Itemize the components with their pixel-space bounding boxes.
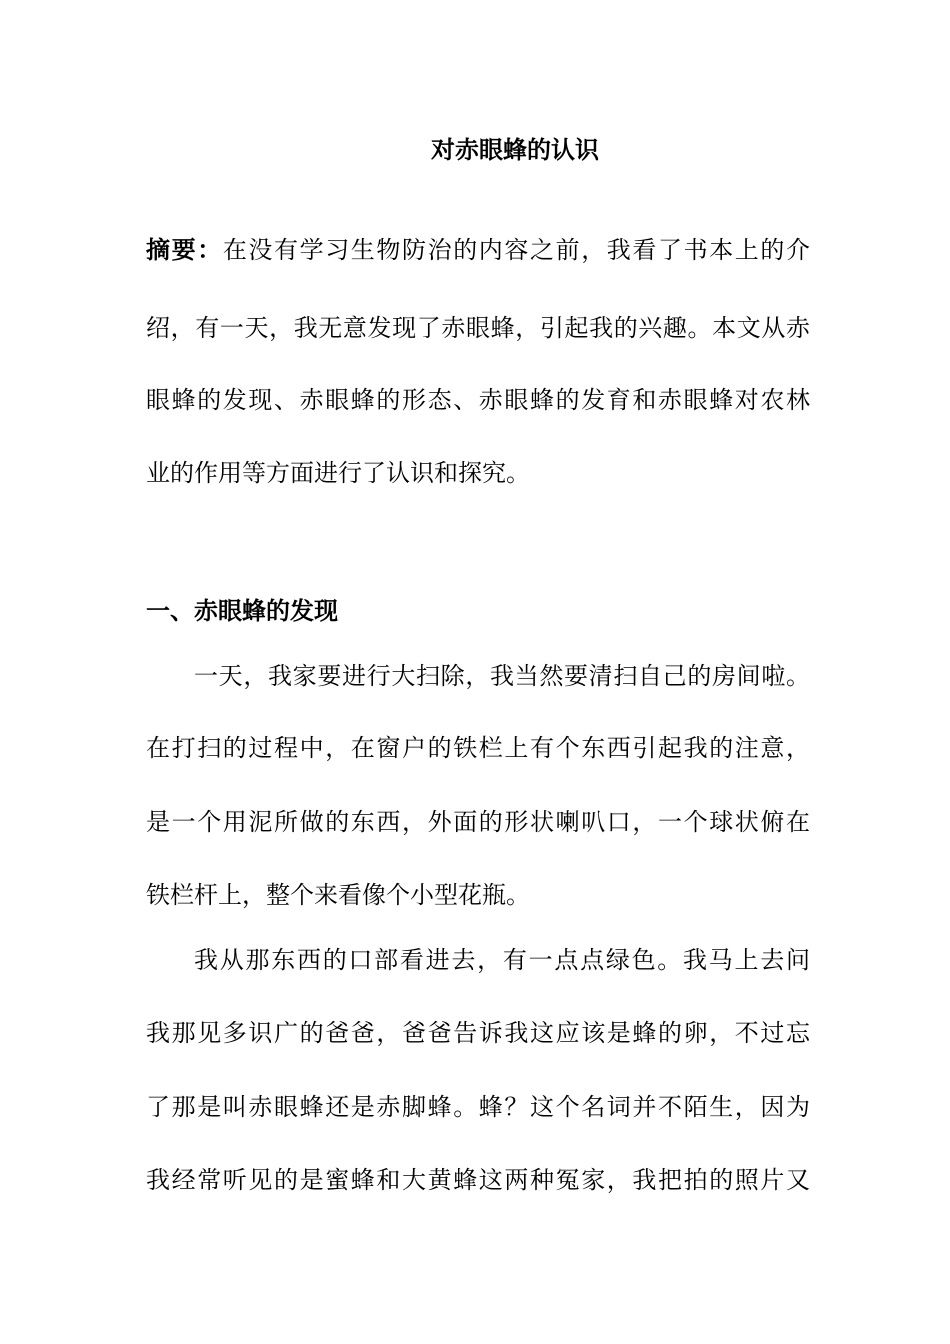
abstract-text-1: 在没有学习生物防治的内容之前，我看了书本上的介 bbox=[222, 236, 811, 264]
abstract-line-3: 眼蜂的发现、赤眼蜂的形态、赤眼蜂的发育和赤眼蜂对农林 bbox=[146, 386, 810, 414]
abstract-line-1 bbox=[146, 233, 810, 267]
abstract-line-4: 业的作用等方面进行了认识和探究。 bbox=[146, 459, 530, 487]
abstract-label: 摘要： bbox=[146, 235, 223, 264]
paragraph-2-line-1: 我从那东西的口部看进去，有一点点绿色。我马上去问 bbox=[194, 946, 810, 974]
section-heading: 一、赤眼蜂的发现 bbox=[146, 596, 338, 625]
paragraph-2-line-4: 我经常听见的是蜜蜂和大黄蜂这两种冤家，我把拍的照片又 bbox=[146, 1166, 810, 1194]
document-title: 对赤眼蜂的认识 bbox=[431, 135, 599, 164]
paragraph-2-line-3: 了那是叫赤眼蜂还是赤脚蜂。蜂？这个名词并不陌生，因为 bbox=[146, 1093, 810, 1121]
paragraph-1-line-4: 铁栏杆上，整个来看像个小型花瓶。 bbox=[146, 881, 530, 909]
paragraph-1-line-3: 是一个用泥所做的东西，外面的形状喇叭口，一个球状俯在 bbox=[146, 808, 810, 836]
paragraph-2-line-2: 我那见多识广的爸爸，爸爸告诉我这应该是蜂的卵，不过忘 bbox=[146, 1019, 810, 1047]
paragraph-1-line-2: 在打扫的过程中，在窗户的铁栏上有个东西引起我的注意， bbox=[146, 734, 810, 762]
paragraph-1-line-1: 一天，我家要进行大扫除，我当然要清扫自己的房间啦。 bbox=[194, 662, 810, 690]
abstract-line-2: 绍，有一天，我无意发现了赤眼蜂，引起我的兴趣。本文从赤 bbox=[146, 314, 810, 342]
